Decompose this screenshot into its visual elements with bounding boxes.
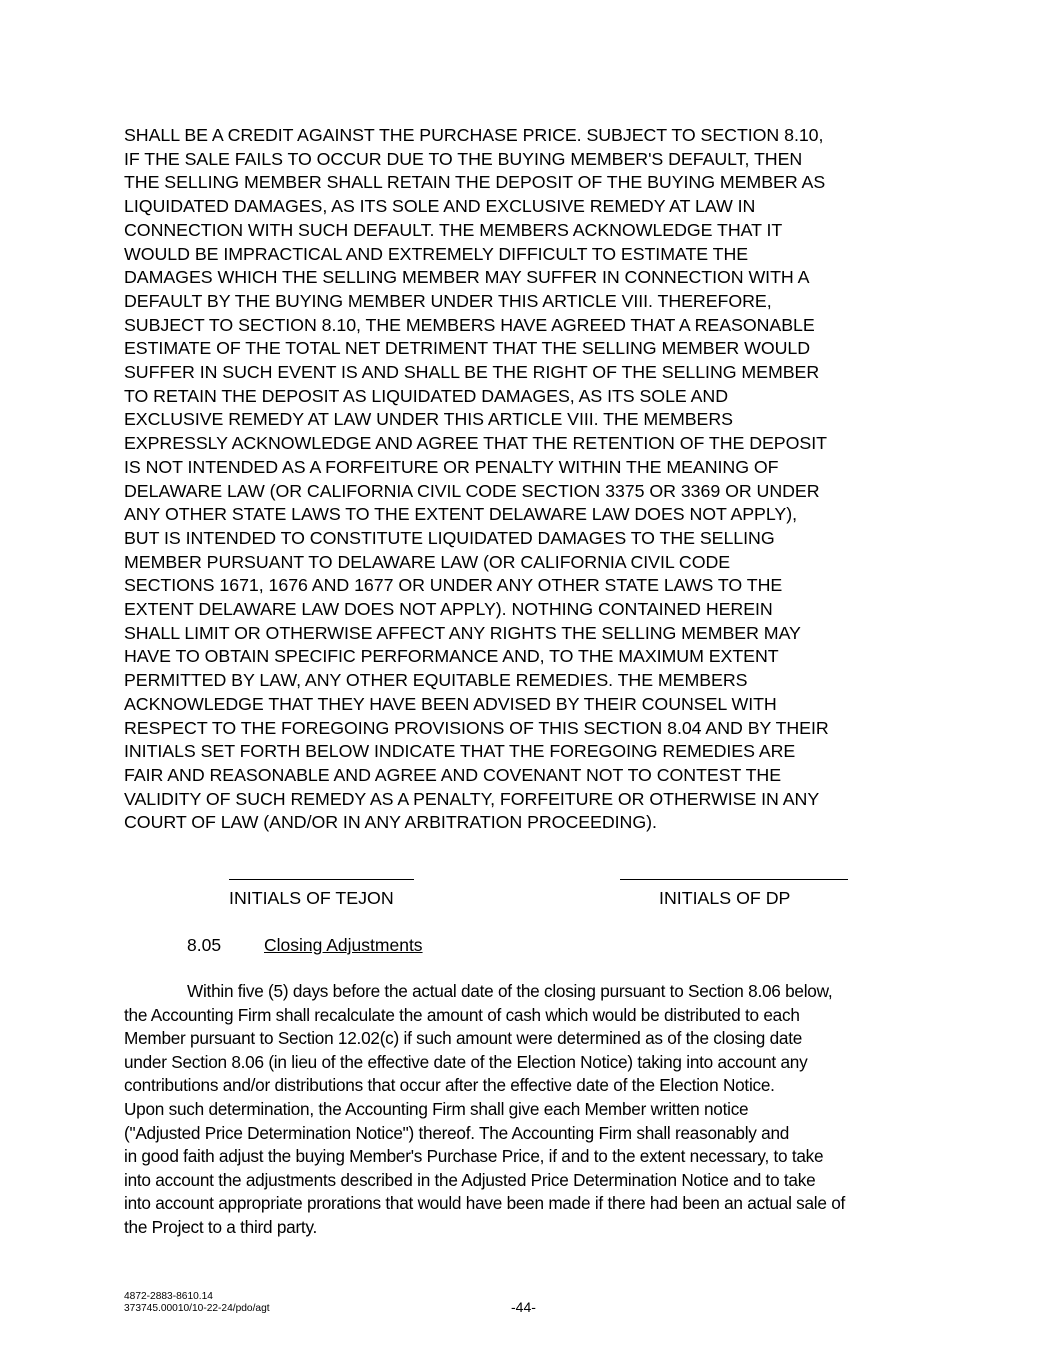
paragraph-line: ESTIMATE OF THE TOTAL NET DETRIMENT THAT THE SELLING MEMBER WOULD <box>124 338 811 359</box>
paragraph-line: the Project to a third party. <box>124 1216 318 1237</box>
footer-doc-number: 4872-2883-8610.14 <box>124 1291 213 1302</box>
footer-document-reference <box>124 1291 270 1315</box>
paragraph-line: SHALL BE A CREDIT AGAINST THE PURCHASE PRICE. SUBJECT TO SECTION 8.10, <box>124 125 824 145</box>
paragraph-line: into account appropriate prorations that would have been made if there had been an actual sale of <box>124 1193 846 1214</box>
paragraph-line: SUFFER IN SUCH EVENT IS AND SHALL BE THE RIGHT OF THE SELLING MEMBER <box>124 362 820 383</box>
paragraph-line: EXTENT DELAWARE LAW DOES NOT APPLY). NOTHING CONTAINED HEREIN <box>124 599 773 620</box>
paragraph-line: EXCLUSIVE REMEDY AT LAW UNDER THIS ARTICLE VIII. THE MEMBERS <box>124 409 733 430</box>
paragraph-line: COURT OF LAW (AND/OR IN ANY ARBITRATION PROCEEDING). <box>124 812 657 833</box>
section-number: 8.05 <box>187 935 222 955</box>
paragraph-line: HAVE TO OBTAIN SPECIFIC PERFORMANCE AND, TO THE MAXIMUM EXTENT <box>124 646 779 667</box>
paragraph-line: into account the adjustments described in the Adjusted Price Determination Notice and to take <box>124 1169 816 1190</box>
section-title: Closing Adjustments <box>264 935 423 955</box>
paragraph-line: MEMBER PURSUANT TO DELAWARE LAW (OR CALIFORNIA CIVIL CODE <box>124 551 731 572</box>
dp-initials-label: INITIALS OF DP <box>659 888 791 908</box>
paragraph-line: LIQUIDATED DAMAGES, AS ITS SOLE AND EXCLUSIVE REMEDY AT LAW IN <box>124 196 756 217</box>
paragraph-line: EXPRESSLY ACKNOWLEDGE AND AGREE THAT THE RETENTION OF THE DEPOSIT <box>124 433 827 454</box>
paragraph-line: Within five (5) days before the actual date of the closing pursuant to Section 8.06 below, <box>187 981 833 1001</box>
paragraph-line: CONNECTION WITH SUCH DEFAULT. THE MEMBERS ACKNOWLEDGE THAT IT <box>124 219 783 240</box>
paragraph-line: IF THE SALE FAILS TO OCCUR DUE TO THE BUYING MEMBER'S DEFAULT, THEN <box>124 148 803 169</box>
paragraph-line: under Section 8.06 (in lieu of the effective date of the Election Notice) taking into account any <box>124 1051 808 1072</box>
paragraph-line: DELAWARE LAW (OR CALIFORNIA CIVIL CODE SECTION 3375 OR 3369 OR UNDER <box>124 480 820 501</box>
paragraph-line: in good faith adjust the buying Member's Purchase Price, if and to the extent necessary, to take <box>124 1146 824 1167</box>
paragraph-line: TO RETAIN THE DEPOSIT AS LIQUIDATED DAMAGES, AS ITS SOLE AND <box>124 385 729 406</box>
paragraph-line: Member pursuant to Section 12.02(c) if such amount were determined as of the closing date <box>124 1028 803 1049</box>
paragraph-line: SHALL LIMIT OR OTHERWISE AFFECT ANY RIGHTS THE SELLING MEMBER MAY <box>124 622 801 643</box>
paragraph-line: IS NOT INTENDED AS A FORFEITURE OR PENALTY WITHIN THE MEANING OF <box>124 456 779 477</box>
tejon-initials-label: INITIALS OF TEJON <box>229 888 394 908</box>
tejon-initials-line <box>229 879 414 880</box>
paragraph-line: contributions and/or distributions that occur after the effective date of the Election Notice. <box>124 1075 775 1096</box>
footer-matter-reference: 373745.00010/10-22-24/pdo/agt <box>124 1303 270 1314</box>
paragraph-line: VALIDITY OF SUCH REMEDY AS A PENALTY, FORFEITURE OR OTHERWISE IN ANY <box>124 788 820 809</box>
paragraph-line: RESPECT TO THE FOREGOING PROVISIONS OF THIS SECTION 8.04 AND BY THEIR <box>124 717 829 738</box>
paragraph-line: FAIR AND REASONABLE AND AGREE AND COVENANT NOT TO CONTEST THE <box>124 764 781 785</box>
paragraph-line: SUBJECT TO SECTION 8.10, THE MEMBERS HAVE AGREED THAT A REASONABLE <box>124 314 815 335</box>
closing-adjustments-paragraph <box>124 980 934 1240</box>
paragraph-line: ANY OTHER STATE LAWS TO THE EXTENT DELAWARE LAW DOES NOT APPLY), <box>124 504 797 525</box>
paragraph-line: ACKNOWLEDGE THAT THEY HAVE BEEN ADVISED BY THEIR COUNSEL WITH <box>124 693 777 714</box>
paragraph-line: SECTIONS 1671, 1676 AND 1677 OR UNDER ANY OTHER STATE LAWS TO THE <box>124 575 783 596</box>
paragraph-line: INITIALS SET FORTH BELOW INDICATE THAT THE FOREGOING REMEDIES ARE <box>124 741 796 762</box>
paragraph-line: Upon such determination, the Accounting Firm shall give each Member written notice <box>124 1098 749 1119</box>
paragraph-line: BUT IS INTENDED TO CONSTITUTE LIQUIDATED DAMAGES TO THE SELLING <box>124 527 775 548</box>
paragraph-line: WOULD BE IMPRACTICAL AND EXTREMELY DIFFICULT TO ESTIMATE THE <box>124 243 749 264</box>
paragraph-line: ("Adjusted Price Determination Notice") thereof. The Accounting Firm shall reasonably and <box>124 1122 790 1143</box>
paragraph-line: the Accounting Firm shall recalculate the amount of cash which would be distributed to each <box>124 1004 800 1025</box>
liquidated-damages-paragraph <box>124 124 934 835</box>
paragraph-line: THE SELLING MEMBER SHALL RETAIN THE DEPOSIT OF THE BUYING MEMBER AS <box>124 172 826 193</box>
paragraph-line: DAMAGES WHICH THE SELLING MEMBER MAY SUFFER IN CONNECTION WITH A <box>124 267 810 288</box>
paragraph-line: DEFAULT BY THE BUYING MEMBER UNDER THIS ARTICLE VIII. THEREFORE, <box>124 290 772 311</box>
dp-initials-line <box>620 879 848 880</box>
paragraph-line: PERMITTED BY LAW, ANY OTHER EQUITABLE REMEDIES. THE MEMBERS <box>124 670 748 691</box>
page-number: -44- <box>511 1299 536 1315</box>
